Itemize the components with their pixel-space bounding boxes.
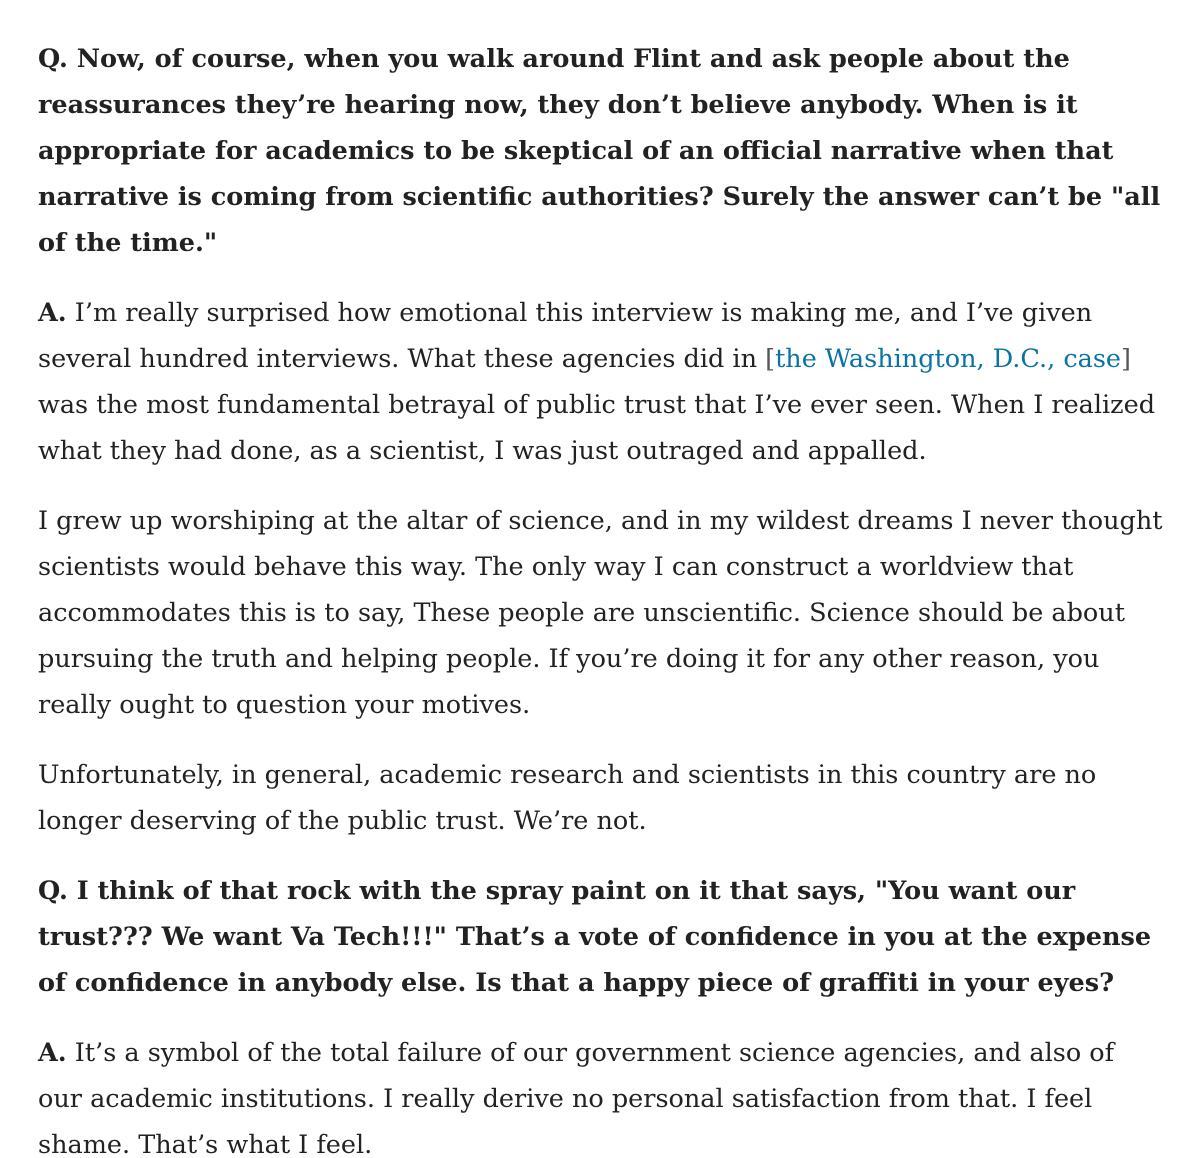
answer-1-text-after-link: was the most fundamental betrayal of public trust that I’ve ever seen. When I realized what they had done, as a scientist, I was just outraged and appalled. — [38, 390, 1156, 466]
answer-marker: A. — [38, 298, 67, 328]
answer-2-text: It’s a symbol of the total failure of our government science agencies, and also of our academic institutions. I really derive no personal satisfaction from that. I feel shame. That’s what I feel. — [38, 1038, 1115, 1158]
answer-marker: A. — [38, 1038, 67, 1068]
answer-1-text-before-link: I’m really surprised how emotional this interview is making me, and I’ve given several hundred interviews. What these agencies did in — [38, 298, 1093, 374]
washington-dc-case-link[interactable]: the Washington, D.C., case — [775, 344, 1121, 374]
question-2: Q. I think of that rock with the spray paint on it that says, "You want our trust??? We want Va Tech!!!" That’s a vote of confidence in you at the expense of confidence in anybody else. Is that a happy piece of graffiti in your eyes? — [38, 876, 1152, 998]
paragraph-altar-of-science: I grew up worshiping at the altar of science, and in my wildest dreams I never thought scientists would behave this way. The only way I can construct a worldview that accommodates this is to say, These people are unscientific. Science should be about pursuing the truth and helping people. If you’re doing it for any other reason, you really ought to question your motives. — [38, 506, 1163, 720]
answer-2 — [38, 1030, 1164, 1158]
link-bracket-close: ] — [1121, 344, 1131, 374]
answer-1 — [38, 290, 1164, 474]
question-1: Q. Now, of course, when you walk around Flint and ask people about the reassurances they’re hearing now, they don’t believe anybody. When is it appropriate for academics to be skeptical of an official narrative when that narrative is coming from scientific authorities? Surely the answer can’t be "all of the time." — [38, 44, 1161, 258]
link-bracket-open: [ — [765, 344, 776, 374]
paragraph-public-trust: Unfortunately, in general, academic research and scientists in this country are no longer deserving of the public trust. We’re not. — [38, 760, 1097, 836]
